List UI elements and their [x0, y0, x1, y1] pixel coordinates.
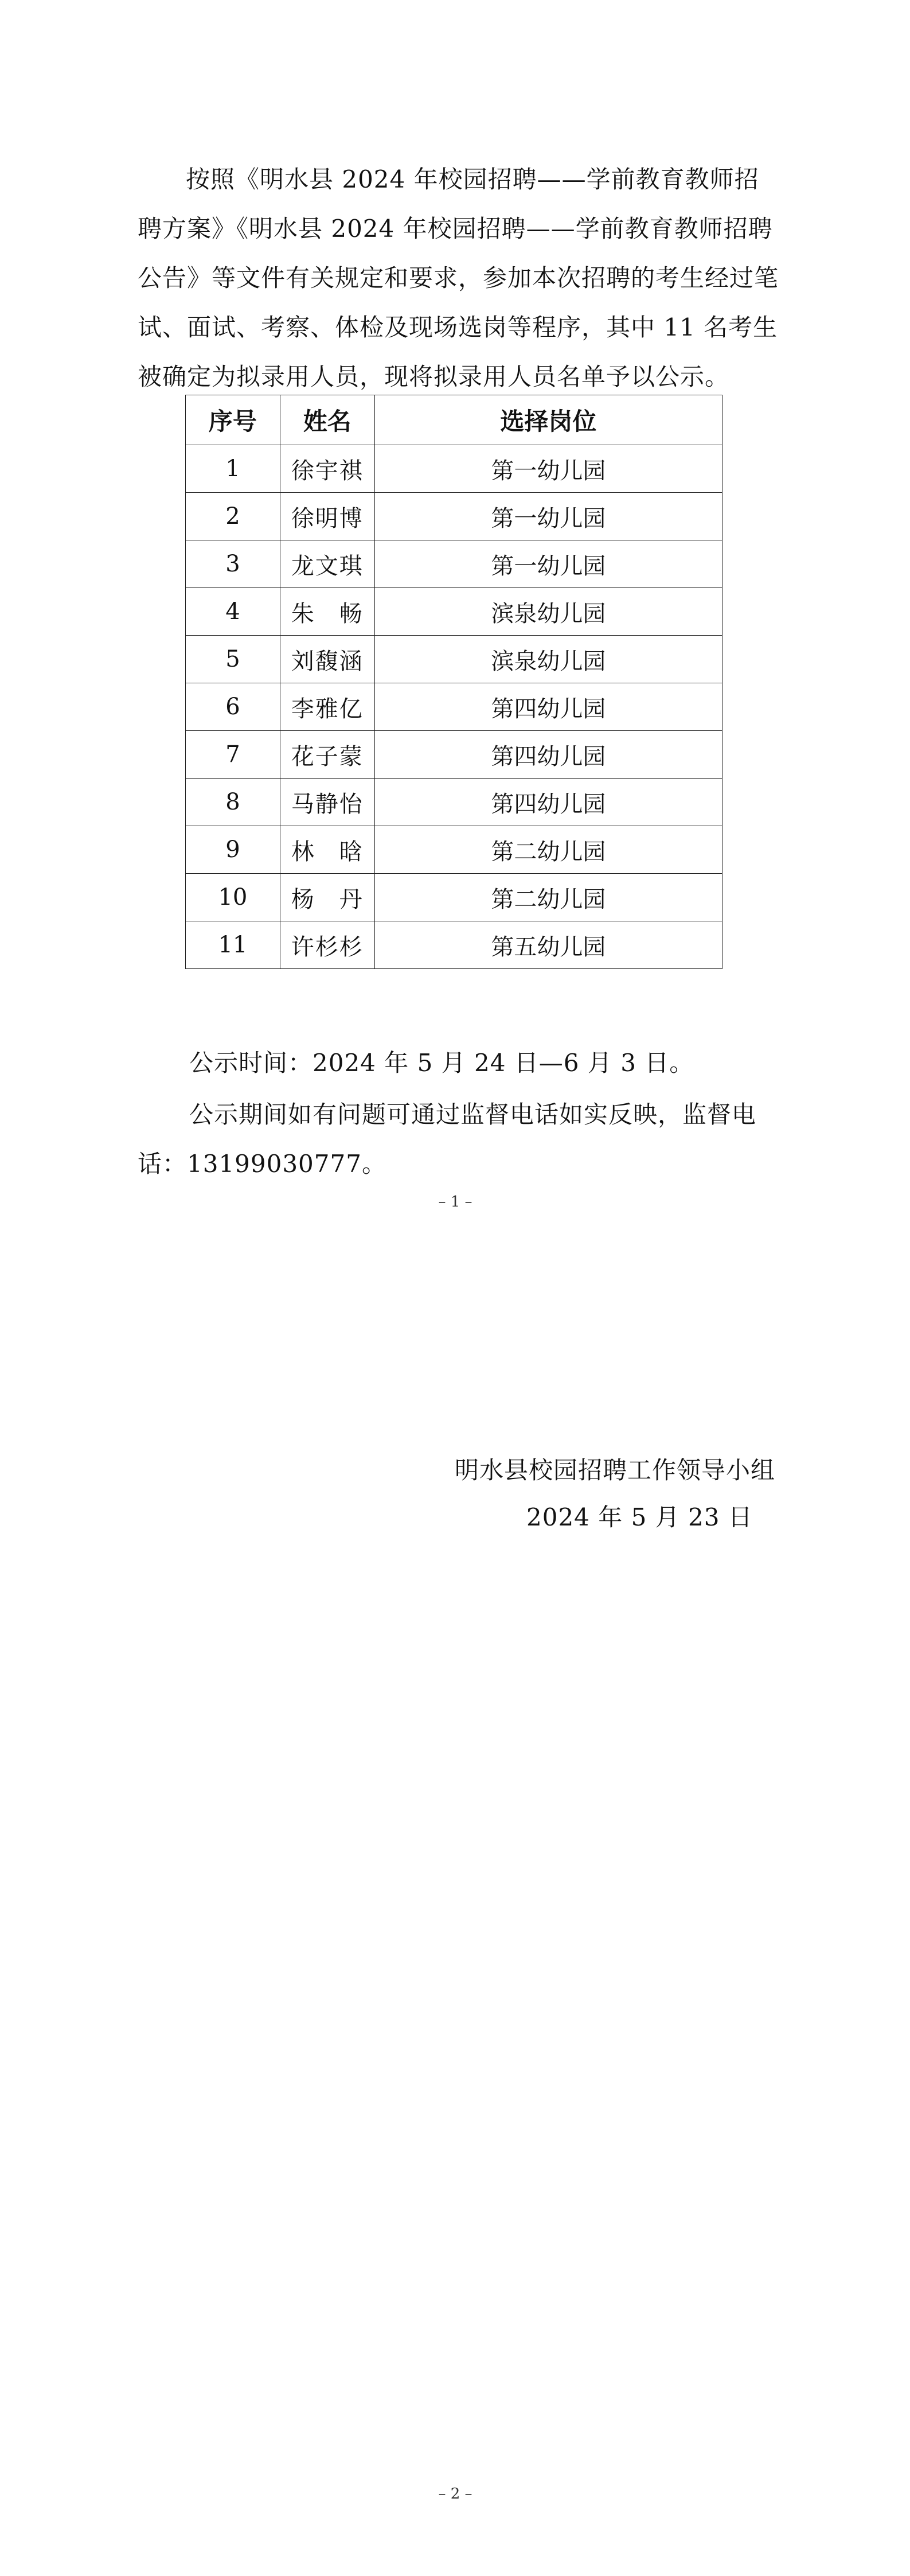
- row-selected-post: 第五幼儿园: [374, 921, 722, 969]
- row-candidate-name: [280, 731, 374, 779]
- page-number-2: – 2 –: [438, 2485, 472, 2503]
- table-row: [186, 493, 722, 540]
- header-selected-post: 选择岗位: [374, 395, 722, 445]
- row-serial-number: 4: [186, 588, 280, 636]
- table-row: [186, 683, 722, 731]
- row-serial-number: 10: [186, 874, 280, 921]
- row-candidate-name: [280, 779, 374, 826]
- header-name: 姓名: [280, 395, 374, 445]
- row-selected-post: 第一幼儿园: [374, 540, 722, 588]
- row-selected-post: 第二幼儿园: [374, 874, 722, 921]
- row-selected-post: 第四幼儿园: [374, 731, 722, 779]
- candidate-name-text: 许杉杉: [291, 933, 364, 960]
- intro-paragraph: 按照《明水县 2024 年校园招聘——学前教育教师招聘方案》《明水县 2024 年校园招聘——学前教育教师招聘公告》等文件有关规定和要求，参加本次招聘的考生经过笔试、面试、考察、体检及现场选岗等程序，其中 11 名考生被确定为拟录用人员，现将拟录用人员名单予以公示。: [138, 165, 779, 391]
- row-candidate-name: [280, 683, 374, 731]
- supervision-notice: 公示期间如有问题可通过监督电话如实反映，监督电话：13199030777。: [138, 1100, 757, 1178]
- row-serial-number: 5: [186, 636, 280, 683]
- row-candidate-name: [280, 493, 374, 540]
- row-serial-number: 8: [186, 779, 280, 826]
- row-selected-post: 第四幼儿园: [374, 779, 722, 826]
- row-selected-post: 第一幼儿园: [374, 445, 722, 493]
- table-row: [186, 826, 722, 874]
- candidate-name-text: 刘馥涵: [291, 648, 364, 675]
- candidate-name-text: 徐宇祺: [291, 457, 364, 484]
- candidate-name-text: 杨 丹: [291, 886, 364, 913]
- table-row: [186, 445, 722, 493]
- row-selected-post: 滨泉幼儿园: [374, 636, 722, 683]
- page-number-1: – 1 –: [438, 1193, 472, 1211]
- table-row: [186, 779, 722, 826]
- row-serial-number: 1: [186, 445, 280, 493]
- row-selected-post: 第一幼儿园: [374, 493, 722, 540]
- table-row: [186, 540, 722, 588]
- table-row: [186, 921, 722, 969]
- candidate-name-text: 龙文琪: [291, 552, 364, 579]
- candidate-name-text: 马静怡: [291, 791, 364, 818]
- table-body: [186, 445, 722, 969]
- row-candidate-name: [280, 588, 374, 636]
- candidate-name-text: 李雅亿: [291, 695, 364, 722]
- row-candidate-name: [280, 874, 374, 921]
- row-serial-number: 7: [186, 731, 280, 779]
- header-serial-number: 序号: [186, 395, 280, 445]
- row-serial-number: 2: [186, 493, 280, 540]
- row-selected-post: 第二幼儿园: [374, 826, 722, 874]
- table-row: [186, 588, 722, 636]
- row-selected-post: 滨泉幼儿园: [374, 588, 722, 636]
- candidate-name-text: 花子蒙: [291, 743, 364, 770]
- row-candidate-name: [280, 921, 374, 969]
- row-selected-post: 第四幼儿园: [374, 683, 722, 731]
- signature-organization: 明水县校园招聘工作领导小组: [455, 1456, 776, 1484]
- row-candidate-name: [280, 445, 374, 493]
- row-serial-number: 9: [186, 826, 280, 874]
- candidate-name-text: 林 晗: [291, 838, 364, 865]
- row-serial-number: 6: [186, 683, 280, 731]
- row-serial-number: 11: [186, 921, 280, 969]
- row-candidate-name: [280, 540, 374, 588]
- table-row: [186, 874, 722, 921]
- candidate-name-text: 朱 畅: [291, 600, 364, 627]
- signature-date: 2024 年 5 月 23 日: [526, 1503, 753, 1531]
- candidate-table: [185, 395, 722, 969]
- table-row: [186, 731, 722, 779]
- row-candidate-name: [280, 636, 374, 683]
- table-row: [186, 636, 722, 683]
- publicity-period: 公示时间：2024 年 5 月 24 日—6 月 3 日。: [189, 1049, 694, 1077]
- row-serial-number: 3: [186, 540, 280, 588]
- table-header-row: [186, 395, 722, 445]
- row-candidate-name: [280, 826, 374, 874]
- candidate-name-text: 徐明博: [291, 505, 364, 532]
